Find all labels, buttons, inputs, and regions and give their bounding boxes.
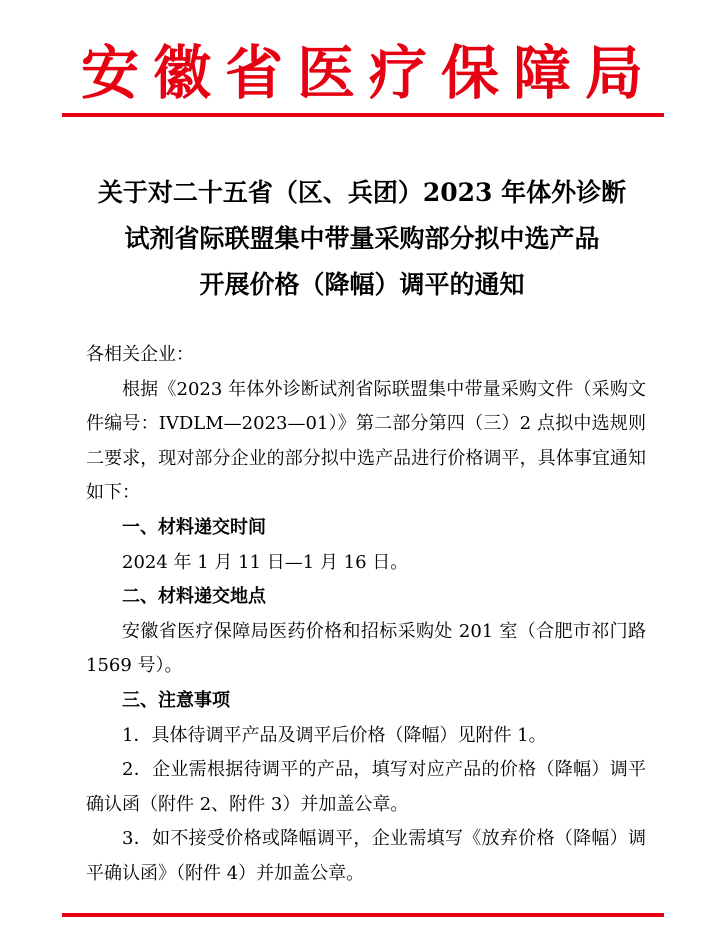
- section-2-heading: 二、材料递交地点: [122, 586, 266, 608]
- salutation: 各相关企业：: [86, 344, 194, 365]
- section-1-text: 2024 年 1 月 11 日—1 月 16 日。: [122, 551, 409, 573]
- intro-paragraph: 根据《2023 年体外诊断试剂省际联盟集中带量采购文件（采购文件编号：IVDLM—2023—01）》第二部分第四（三）2 点拟中选规则二要求，现对部分企业的部分拟中选产品进行价格调平，具体事宜通知如下：: [86, 378, 646, 504]
- title-line-3: 开展价格（降幅）调平的通知: [199, 270, 525, 299]
- notice-item-1: 1．具体待调平产品及调平后价格（降幅）见附件 1。: [122, 724, 547, 746]
- title-line-2: 试剂省际联盟集中带量采购部分拟中选产品: [124, 224, 600, 253]
- notice-item-2: 2．企业需根据待调平的产品，填写对应产品的价格（降幅）调平确认函（附件 2、附件 3）并加盖公章。: [86, 759, 646, 815]
- section-2-text: 安徽省医疗保障局医药价格和招标采购处 201 室（合肥市祁门路 1569 号）。: [86, 620, 646, 677]
- title-line-1: 关于对二十五省（区、兵团）2023 年体外诊断: [97, 178, 627, 207]
- section-1-heading: 一、材料递交时间: [122, 516, 266, 538]
- notice-item-3: 3．如不接受价格或降幅调平，企业需填写《放弃价格（降幅）调平确认函》（附件 4）并加盖公章。: [86, 828, 646, 884]
- header-red-rule: [62, 113, 664, 117]
- document-title: [60, 170, 664, 308]
- footer-red-rule: [62, 913, 664, 917]
- document-body: [86, 338, 646, 892]
- section-3-heading: 三、注意事项: [122, 689, 230, 711]
- issuing-organization-header: 安徽省医疗保障局: [80, 39, 657, 107]
